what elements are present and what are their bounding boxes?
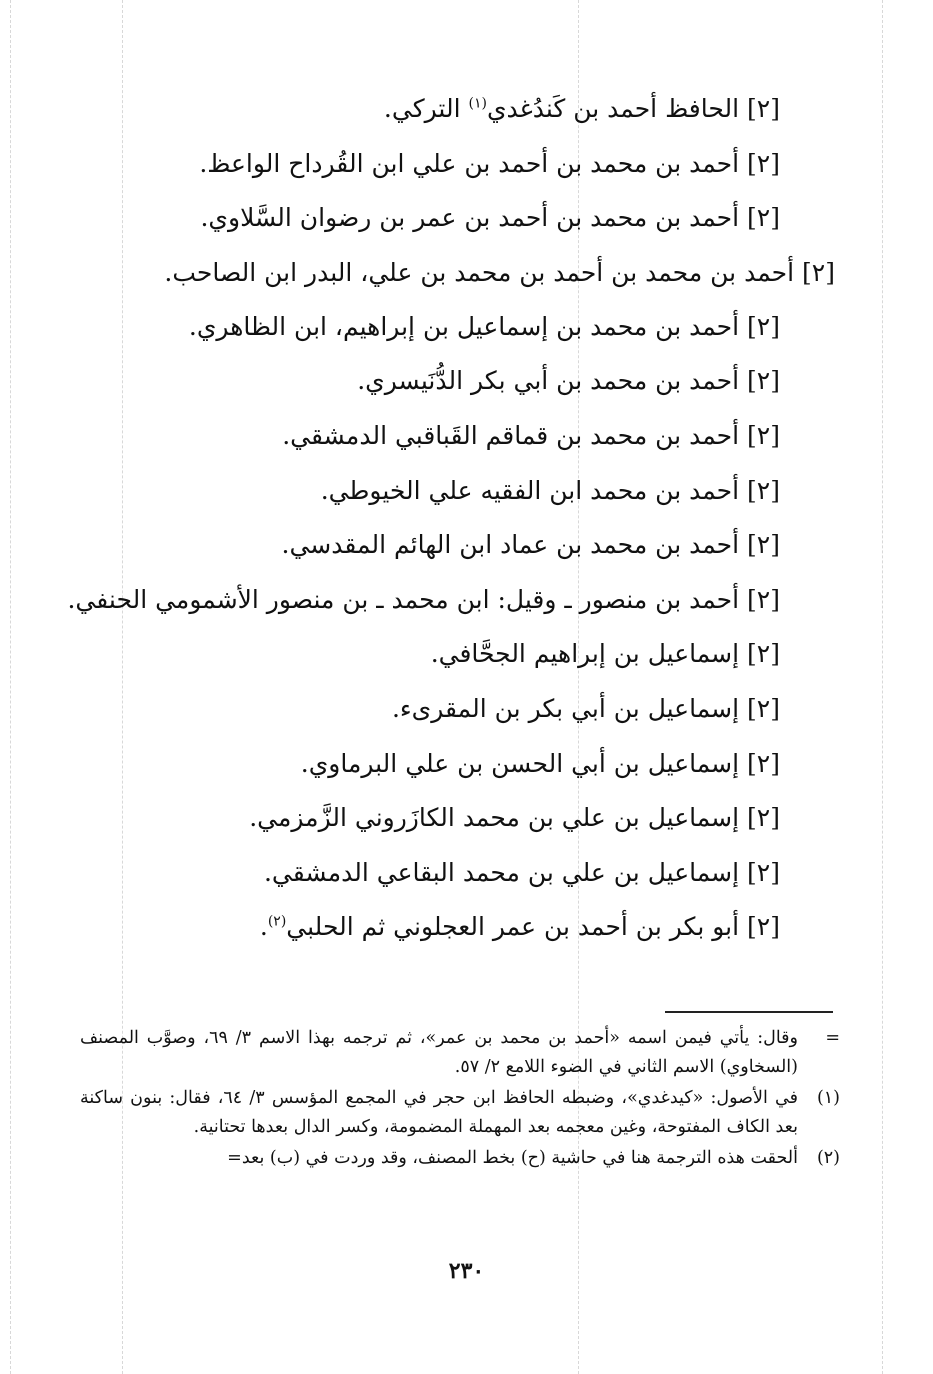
entry-number: [٢] xyxy=(747,94,780,123)
footnote-ref: (٢) xyxy=(267,913,287,930)
footnote xyxy=(80,1024,840,1082)
entry-number: [٢] xyxy=(747,203,780,233)
entry-text: إسماعيل بن أبي بكر بن المقرىء. xyxy=(391,693,740,723)
entry xyxy=(80,409,835,464)
page-number: ٢٣٠ xyxy=(448,1258,485,1284)
entry-number: [٢] xyxy=(747,530,780,560)
entry-number: [٢] xyxy=(747,803,780,833)
entry xyxy=(80,518,835,573)
entry-number: [٢] xyxy=(802,257,835,287)
footnote-separator xyxy=(665,1011,833,1013)
entry xyxy=(80,464,835,519)
entry-text-tail: التركي. xyxy=(383,94,469,123)
entry-number: [٢] xyxy=(747,748,780,778)
entry-text: إسماعيل بن أبي الحسن بن علي البرماوي. xyxy=(300,748,740,778)
footnote-mark: (٢) xyxy=(816,1148,840,1168)
entry-text: أحمد بن محمد ابن الفقيه علي الخيوطي. xyxy=(320,475,740,505)
entry-number: [٢] xyxy=(747,912,780,942)
entry-number: [٢] xyxy=(747,366,780,396)
footnotes xyxy=(80,1024,840,1175)
entry-text: أحمد بن محمد بن أحمد بن محمد بن علي، البدر ابن الصاحب. xyxy=(164,257,795,287)
entry-number: [٢] xyxy=(747,639,780,669)
footnote xyxy=(80,1084,840,1142)
entry xyxy=(80,737,835,792)
entry-text: أحمد بن محمد بن إسماعيل بن إبراهيم، ابن الظاهري. xyxy=(188,311,740,341)
entry xyxy=(80,682,835,737)
footnote-mark: = xyxy=(825,1028,840,1048)
entry xyxy=(80,627,835,682)
footnote xyxy=(80,1144,840,1173)
entry xyxy=(80,137,835,192)
entry-number: [٢] xyxy=(747,693,780,723)
entry-text: أحمد بن محمد بن أحمد بن عمر بن رضوان السَّلاوي. xyxy=(200,203,740,233)
scan-guide-line xyxy=(10,0,11,1374)
entry-number: [٢] xyxy=(747,420,780,450)
footnote-text: وقال: يأتي فيمن اسمه «أحمد بن محمد بن عمر»، ثم ترجمه بهذا الاسم ٣/ ٦٩، وصوَّب المصنف (السخاوي) الاسم الثاني في الضوء اللامع ٢/ ٥٧. xyxy=(80,1028,798,1077)
entry xyxy=(80,791,835,846)
entry-text: إسماعيل بن إبراهيم الجحَّافي. xyxy=(430,639,740,669)
entry xyxy=(80,191,835,246)
entry xyxy=(80,846,835,901)
entry xyxy=(80,82,835,137)
footnote-mark: (١) xyxy=(816,1088,840,1108)
entry-text: إسماعيل بن علي بن محمد البقاعي الدمشقي. xyxy=(263,857,740,887)
entry-text: أحمد بن محمد بن عماد ابن الهائم المقدسي. xyxy=(281,530,740,560)
entry-number: [٢] xyxy=(747,311,780,341)
entry xyxy=(80,300,835,355)
entries-list xyxy=(67,82,835,955)
footnote-ref: (١) xyxy=(468,95,487,112)
entry-text: أبو بكر بن أحمد بن عمر العجلوني ثم الحلبي xyxy=(286,912,740,942)
entry-number: [٢] xyxy=(747,475,780,505)
entry xyxy=(80,354,835,409)
entry-text: الحافظ أحمد بن كَندُغدي xyxy=(486,94,740,123)
entry xyxy=(67,573,835,628)
entry-number: [٢] xyxy=(747,148,780,178)
entry-number: [٢] xyxy=(747,584,780,614)
footnote-text: في الأصول: «كيدغدي»، وضبطه الحافظ ابن حجر في المجمع المؤسس ٣/ ٦٤، فقال: بنون ساكنة بعد الكاف المفتوحة، وغين معجمه بعد المهملة المضمومة، وكسر الدال بعدها تحتانية. xyxy=(80,1088,798,1137)
entry-text: أحمد بن محمد بن أحمد بن علي ابن القُرداح الواعظ. xyxy=(199,148,740,178)
scan-guide-line xyxy=(882,0,883,1374)
entry-text: أحمد بن محمد بن أبي بكر الدُّنَيسري. xyxy=(357,366,740,396)
entry-number: [٢] xyxy=(747,857,780,887)
entry-text: أحمد بن منصور ـ وقيل: ابن محمد ـ بن منصور الأشمومي الحنفي. xyxy=(67,584,740,614)
entry-text: إسماعيل بن علي بن محمد الكازَروني الزَّمزمي. xyxy=(249,803,740,833)
entry-text-tail: . xyxy=(259,912,268,942)
entry-text: أحمد بن محمد بن قماقم القَباقبي الدمشقي. xyxy=(282,420,740,450)
entry xyxy=(80,246,835,300)
entry xyxy=(80,900,835,955)
footnote-text: ألحقت هذه الترجمة هنا في حاشية (ح) بخط المصنف، وقد وردت في (ب) بعد= xyxy=(227,1148,798,1168)
